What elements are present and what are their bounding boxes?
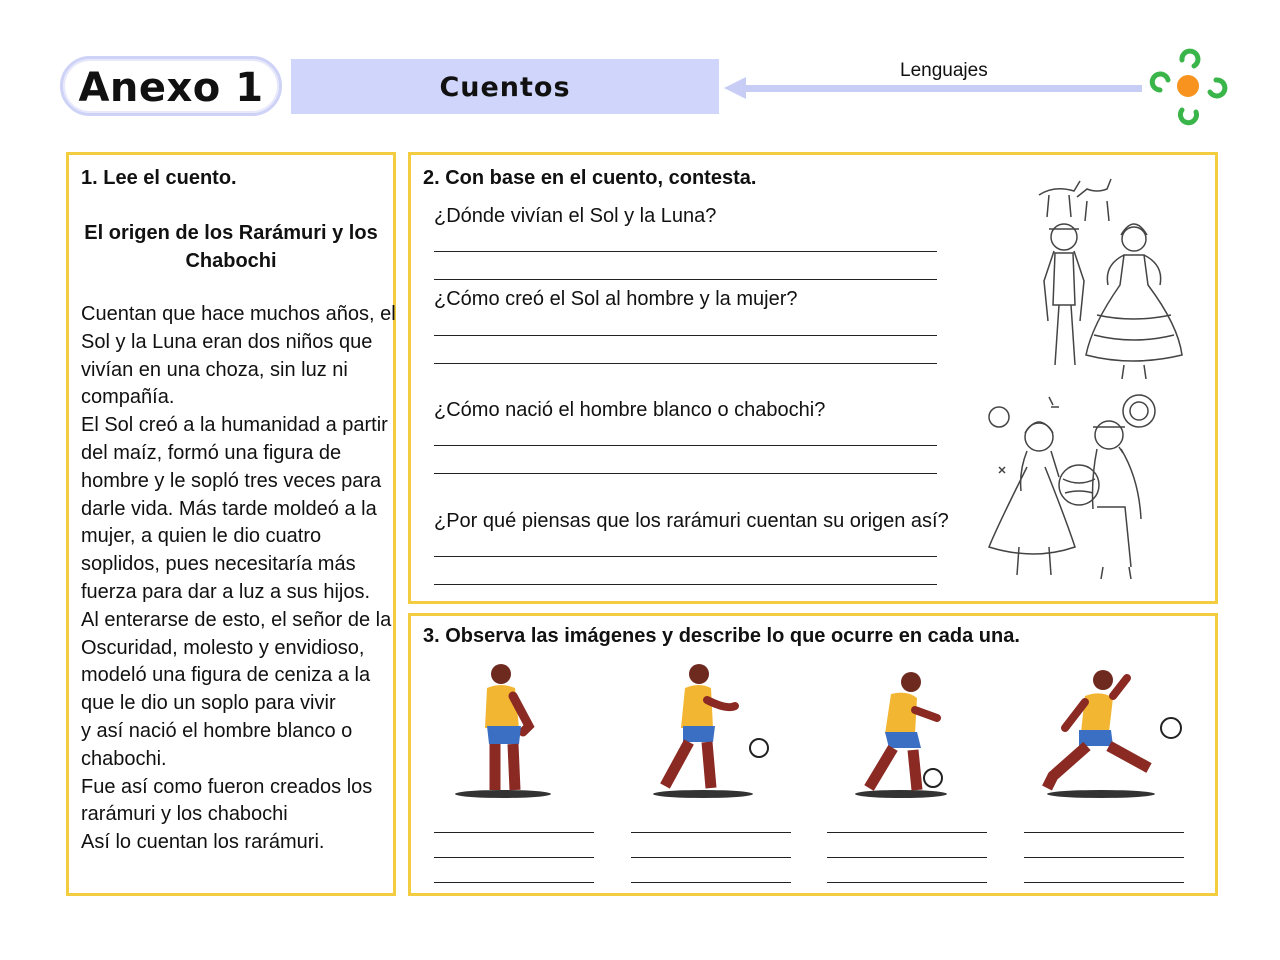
story-line: rarámuri y los chabochi [81, 803, 288, 826]
story-line: Así lo cuentan los rarámuri. [81, 831, 325, 854]
answer-line[interactable] [434, 335, 937, 336]
description-line[interactable] [631, 857, 791, 858]
soccer-player-illustration [451, 660, 571, 800]
question-2: ¿Cómo creó el Sol al hombre y la mujer? [434, 288, 798, 310]
story-line: soplidos, pues necesitaría más [81, 553, 356, 576]
story-line: Fue así como fueron creados los [81, 775, 373, 798]
subject-logo-icon [1146, 46, 1230, 130]
story-line: que le dio un soplo para vivir [81, 692, 336, 715]
story-line: Oscuridad, molesto y envidioso, [81, 636, 365, 659]
answer-line[interactable] [434, 251, 937, 252]
description-line[interactable] [434, 832, 594, 833]
soccer-player-illustration [841, 666, 971, 800]
description-line[interactable] [827, 882, 987, 883]
story-line: Sol y la Luna eran dos niños que [81, 330, 373, 353]
answer-line[interactable] [434, 445, 937, 446]
story-line: darle vida. Más tarde moldeó a la [81, 497, 377, 520]
description-line[interactable] [827, 832, 987, 833]
arrow-line [742, 85, 1142, 92]
description-line[interactable] [827, 857, 987, 858]
soccer-player-illustration [641, 660, 781, 800]
answer-line[interactable] [434, 473, 937, 474]
story-line: chabochi. [81, 747, 167, 770]
story-line: compañía. [81, 386, 175, 409]
description-line[interactable] [1024, 832, 1184, 833]
answer-line[interactable] [434, 556, 937, 557]
story-title-line: Chabochi [185, 250, 277, 272]
description-line[interactable] [631, 832, 791, 833]
description-line[interactable] [1024, 857, 1184, 858]
story-line: fuerza para dar a luz a sus hijos. [81, 580, 371, 603]
sun-moon-children-illustration [979, 387, 1169, 587]
annex-title: Anexo 1 [78, 65, 264, 111]
subject-label: Lenguajes [900, 60, 988, 81]
raramuri-couple-illustration [1019, 165, 1199, 385]
story-instruction: 1. Lee el cuento. [81, 167, 237, 189]
story-line: mujer, a quien le dio cuatro [81, 525, 322, 548]
story-title-line: El origen de los Rarámuri y los [84, 222, 378, 244]
section-title: Cuentos [439, 72, 571, 103]
story-title [81, 219, 381, 275]
story-text [81, 301, 396, 857]
description-line[interactable] [631, 882, 791, 883]
questions-instruction: 2. Con base en el cuento, contesta. [423, 167, 757, 189]
description-line[interactable] [434, 857, 594, 858]
images-panel [408, 613, 1218, 896]
story-line: y así nació el hombre blanco o [81, 719, 353, 742]
story-line: hombre y le sopló tres veces para [81, 469, 382, 492]
questions-panel [408, 152, 1218, 604]
description-line[interactable] [434, 882, 594, 883]
section-band [291, 59, 719, 114]
soccer-player-illustration [1031, 666, 1191, 800]
answer-line[interactable] [434, 584, 937, 585]
answer-line[interactable] [434, 279, 937, 280]
story-line: El Sol creó a la humanidad a partir [81, 414, 388, 437]
answer-line[interactable] [434, 363, 937, 364]
story-line: modeló una figura de ceniza a la [81, 664, 371, 687]
story-line: del maíz, formó una figura de [81, 441, 342, 464]
question-4: ¿Por qué piensas que los rarámuri cuentan su origen así? [434, 510, 949, 532]
question-3: ¿Cómo nació el hombre blanco o chabochi? [434, 399, 826, 421]
story-panel [66, 152, 396, 896]
description-line[interactable] [1024, 882, 1184, 883]
question-1: ¿Dónde vivían el Sol y la Luna? [434, 205, 717, 227]
story-line: vivían en una choza, sin luz ni [81, 358, 348, 381]
annex-label [60, 56, 282, 116]
images-instruction: 3. Observa las imágenes y describe lo que ocurre en cada una. [423, 625, 1020, 647]
story-line: Cuentan que hace muchos años, el [81, 303, 396, 325]
story-line: Al enterarse de esto, el señor de la [81, 608, 392, 631]
